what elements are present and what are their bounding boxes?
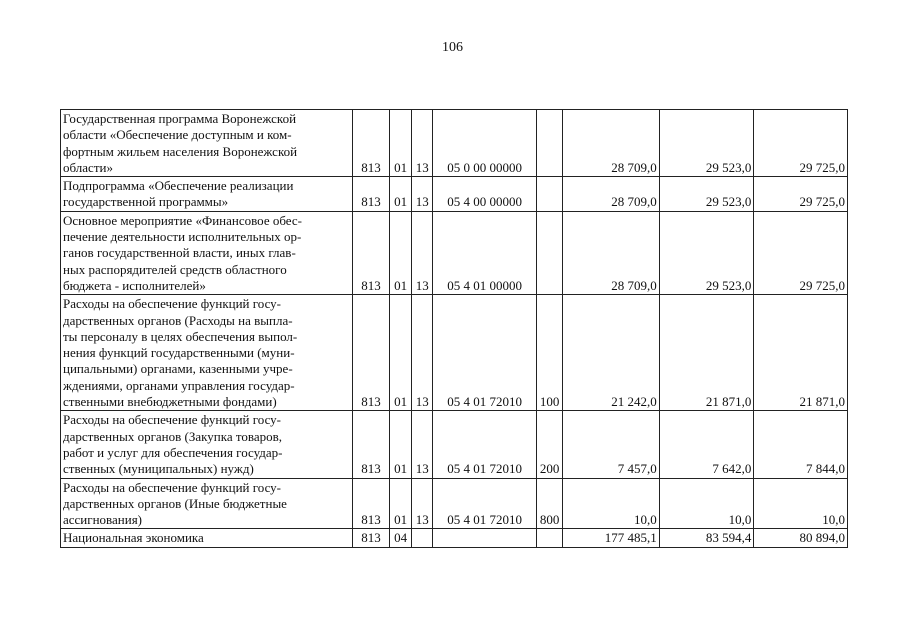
cell-csr: 05 4 01 00000 (433, 211, 537, 294)
budget-table (60, 109, 848, 548)
row-name-text: Подпрограмма «Обеспечение реализации государственной программы» (63, 178, 294, 210)
cell-vr (537, 177, 563, 212)
cell-value-1: 28 709,0 (563, 177, 660, 212)
cell-value-2: 29 523,0 (659, 177, 754, 212)
cell-pr: 13 (412, 411, 433, 478)
cell-name (61, 211, 353, 294)
cell-rz: 01 (390, 110, 412, 177)
cell-gr: 813 (352, 177, 389, 212)
cell-rz: 01 (390, 211, 412, 294)
cell-gr: 813 (352, 295, 389, 411)
cell-gr: 813 (352, 110, 389, 177)
cell-value-3: 29 725,0 (754, 110, 848, 177)
cell-pr: 13 (412, 177, 433, 212)
cell-csr: 05 4 01 72010 (433, 478, 537, 529)
cell-name (61, 177, 353, 212)
table-row (61, 110, 848, 177)
cell-value-3: 10,0 (754, 478, 848, 529)
cell-csr (433, 529, 537, 547)
cell-value-2: 29 523,0 (659, 110, 754, 177)
row-name-text: Государственная программа Воронежской области «Обеспечение доступным и ком- фортным жильем населения Воронежской области» (63, 111, 298, 175)
cell-rz: 04 (390, 529, 412, 547)
cell-vr (537, 110, 563, 177)
cell-value-3: 7 844,0 (754, 411, 848, 478)
table-row (61, 478, 848, 529)
cell-gr: 813 (352, 478, 389, 529)
cell-value-3: 21 871,0 (754, 295, 848, 411)
cell-name (61, 478, 353, 529)
cell-vr: 100 (537, 295, 563, 411)
row-name-text: Основное мероприятие «Финансовое обес- печение деятельности исполнительных ор- ганов государственной власти, иных глав- ных распорядителей средств областного бюджета - исполнителей» (63, 212, 302, 293)
cell-name (61, 529, 353, 547)
cell-value-1: 7 457,0 (563, 411, 660, 478)
cell-value-3: 80 894,0 (754, 529, 848, 547)
cell-pr: 13 (412, 295, 433, 411)
cell-pr (412, 529, 433, 547)
table-row (61, 411, 848, 478)
cell-value-2: 10,0 (659, 478, 754, 529)
page-number: 106 (442, 40, 463, 55)
cell-rz: 01 (390, 478, 412, 529)
cell-value-1: 21 242,0 (563, 295, 660, 411)
cell-value-1: 28 709,0 (563, 110, 660, 177)
cell-pr: 13 (412, 478, 433, 529)
row-name-text: Расходы на обеспечение функций госу- дарственных органов (Закупка товаров, работ и услуг для обеспечения государ- ственных (муниципальных) нужд) (63, 412, 283, 477)
cell-value-3: 29 725,0 (754, 177, 848, 212)
cell-csr: 05 0 00 00000 (433, 110, 537, 177)
cell-rz: 01 (390, 411, 412, 478)
cell-value-2: 83 594,4 (659, 529, 754, 547)
cell-gr: 813 (352, 211, 389, 294)
cell-name (61, 295, 353, 411)
cell-gr: 813 (352, 529, 389, 547)
cell-rz: 01 (390, 177, 412, 212)
cell-csr: 05 4 01 72010 (433, 411, 537, 478)
cell-name (61, 411, 353, 478)
table-body (61, 110, 848, 548)
cell-value-1: 10,0 (563, 478, 660, 529)
table-row (61, 211, 848, 294)
cell-value-2: 29 523,0 (659, 211, 754, 294)
cell-value-1: 28 709,0 (563, 211, 660, 294)
table-row (61, 177, 848, 212)
row-name-text: Расходы на обеспечение функций госу- дарственных органов (Иные бюджетные ассигнования) (63, 479, 287, 528)
table-row (61, 295, 848, 411)
cell-value-3: 29 725,0 (754, 211, 848, 294)
cell-name (61, 110, 353, 177)
cell-vr: 800 (537, 478, 563, 529)
cell-value-2: 21 871,0 (659, 295, 754, 411)
cell-rz: 01 (390, 295, 412, 411)
table-row (61, 529, 848, 547)
cell-gr: 813 (352, 411, 389, 478)
cell-vr: 200 (537, 411, 563, 478)
row-name-text: Национальная экономика (63, 530, 204, 546)
cell-pr: 13 (412, 110, 433, 177)
cell-csr: 05 4 00 00000 (433, 177, 537, 212)
cell-value-1: 177 485,1 (563, 529, 660, 547)
row-name-text: Расходы на обеспечение функций госу- дарственных органов (Расходы на выпла- ты персоналу в целях обеспечения выпол- нения функций государственными (муни- ципальными) органами, казенными учре- ждениями, органами управления государ- ственными внебюджетными фондами) (63, 296, 298, 410)
cell-pr: 13 (412, 211, 433, 294)
cell-vr (537, 211, 563, 294)
cell-csr: 05 4 01 72010 (433, 295, 537, 411)
cell-vr (537, 529, 563, 547)
cell-value-2: 7 642,0 (659, 411, 754, 478)
